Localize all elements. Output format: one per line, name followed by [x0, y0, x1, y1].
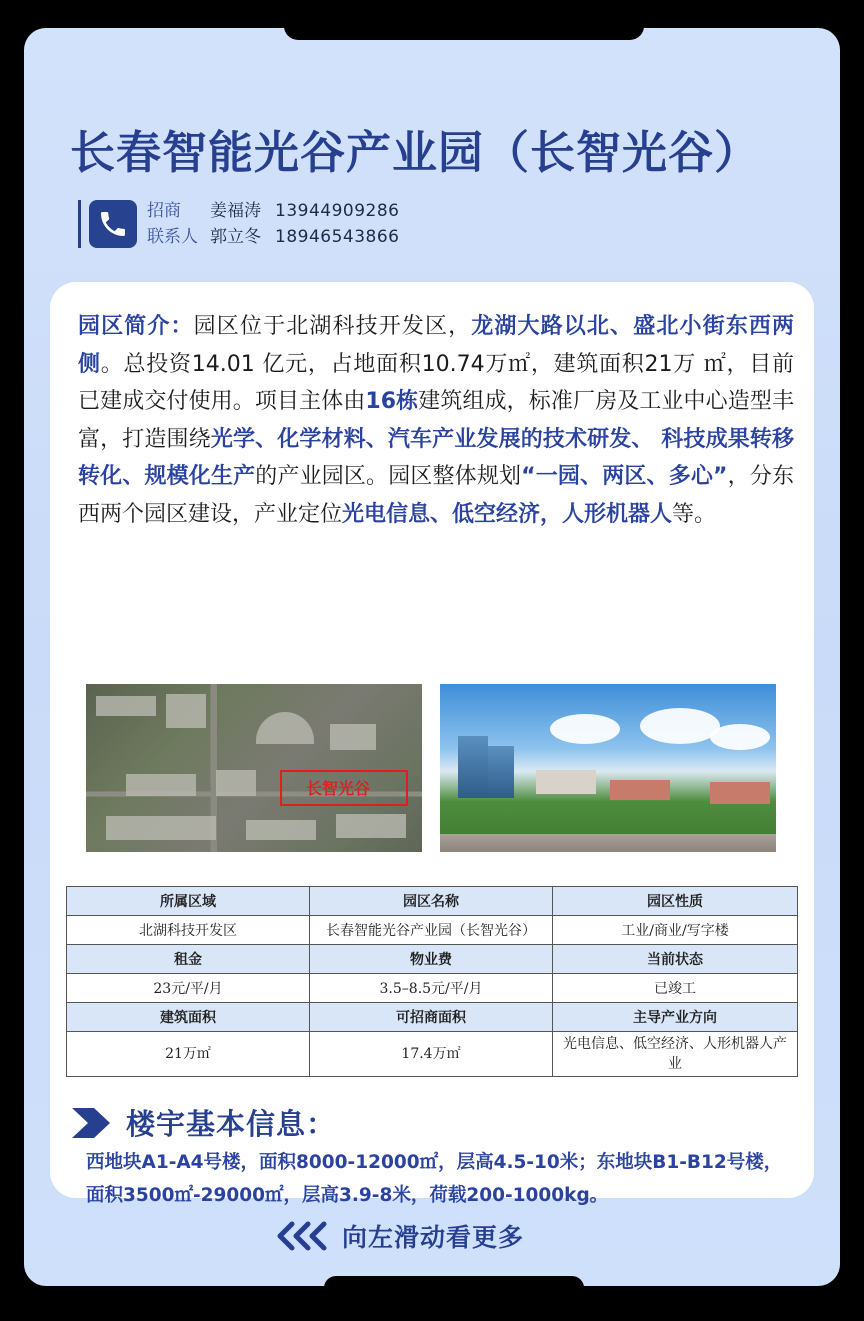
page-title: 长春智能光谷产业园（长智光谷） [70, 126, 761, 179]
building-section-heading [72, 1102, 336, 1143]
satellite-map-image[interactable] [86, 684, 422, 852]
phone-glyph [97, 208, 129, 240]
swipe-hint-label: 向左滑动看更多 [342, 1223, 525, 1252]
contact-phones [275, 198, 399, 250]
intro-text-4: 的产业园区。园区整体规划 [255, 464, 522, 489]
table-cell: 3.5–8.5元/平/月 [310, 974, 553, 1003]
table-cell: 21万㎡ [67, 1032, 310, 1077]
road [440, 834, 776, 852]
content-panel [50, 282, 814, 1206]
table-header-row [67, 887, 798, 916]
intro-text-3: 建筑组成，标准厂房及工业中心造型丰富，打造围绕 [78, 389, 794, 452]
table-cell: 17.4万㎡ [310, 1032, 553, 1077]
table-header-row [67, 1003, 798, 1032]
table-header-cell: 园区性质 [553, 887, 798, 916]
contact-divider [78, 200, 81, 248]
contact-name-1: 姜福涛 [210, 201, 261, 221]
intro-label: 园区简介： [78, 314, 194, 339]
park-intro [78, 308, 794, 533]
swipe-hint[interactable] [276, 1218, 524, 1254]
building-info-text: 西地块A1-A4号楼，面积8000-12000㎡，层高4.5-10米；东地块B1-B12号楼，面积3500㎡-29000㎡，层高3.9-8米，荷载200-1000kg。 [86, 1152, 783, 1206]
intro-highlight-positioning: 光电信息、低空经济，人形机器人 [342, 501, 673, 527]
map-park-label: 长智光谷 [306, 779, 371, 798]
intro-text-6: 等。 [672, 501, 717, 527]
table-header-cell: 当前状态 [553, 945, 798, 974]
table-row [67, 916, 798, 945]
table-header-cell: 物业费 [310, 945, 553, 974]
table-cell: 光电信息、低空经济、人形机器人产业 [553, 1032, 798, 1077]
park-info-table [66, 886, 798, 1077]
table-row [67, 1032, 798, 1077]
info-card [24, 28, 840, 1286]
table-cell: 23元/平/月 [67, 974, 310, 1003]
triple-chevron-left-icon [276, 1221, 332, 1251]
contact-names [210, 198, 261, 250]
park-location-marker [280, 770, 408, 806]
table-header-cell: 可招商面积 [310, 1003, 553, 1032]
intro-text-5: ，分东西两个园区建设，产业定位 [78, 464, 794, 527]
table-cell: 已竣工 [553, 974, 798, 1003]
table-header-row [67, 945, 798, 974]
contact-labels [147, 198, 198, 250]
park-photo-image[interactable] [440, 684, 776, 852]
intro-highlight-industries: 光学、化学材料、汽车产业发展的技术研发、 科技成果转移转化、规模化生产 [78, 426, 794, 489]
bottom-notch [324, 1276, 584, 1286]
contact-name-2: 郭立冬 [210, 227, 261, 247]
table-cell: 长春智能光谷产业园（长智光谷） [310, 916, 553, 945]
table-header-cell: 建筑面积 [67, 1003, 310, 1032]
contact-label-person: 联系人 [147, 227, 198, 247]
top-notch [284, 28, 644, 40]
contact-phone-2[interactable]: 18946543866 [275, 227, 400, 247]
table-cell: 工业/商业/写字楼 [553, 916, 798, 945]
table-header-cell: 租金 [67, 945, 310, 974]
intro-text-2: 。总投资14.01 亿元，占地面积10.74万㎡，建筑面积21万 ㎡，目前已建成交付使用。项目主体由 [78, 351, 794, 414]
phone-icon[interactable] [89, 200, 137, 248]
intro-highlight-plan: “一园、两区、多心” [521, 464, 728, 489]
chevron-right-icon [72, 1108, 112, 1138]
contact-label-investment: 招商 [147, 201, 181, 221]
table-row [67, 974, 798, 1003]
intro-text-1: 园区位于北湖科技开发区， [193, 314, 472, 339]
contact-phone-1[interactable]: 13944909286 [275, 201, 400, 221]
intro-highlight-count: 16栋 [365, 389, 419, 414]
intro-highlight-location: 龙湖大路以北、盛北小街东西两侧 [78, 314, 794, 377]
table-header-cell: 所属区域 [67, 887, 310, 916]
table-header-cell: 园区名称 [310, 887, 553, 916]
building-section-title: 楼宇基本信息： [126, 1107, 337, 1141]
contact-block [78, 198, 399, 250]
table-cell: 北湖科技开发区 [67, 916, 310, 945]
table-header-cell: 主导产业方向 [553, 1003, 798, 1032]
